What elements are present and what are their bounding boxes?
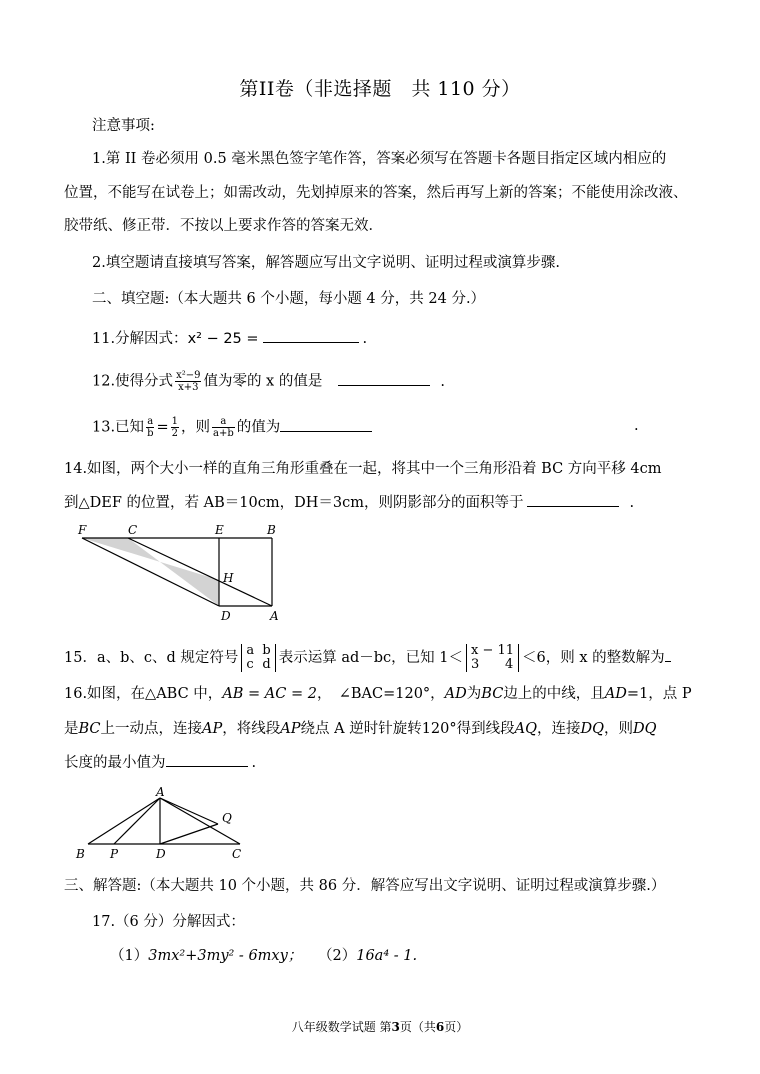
figure-triangles-translation (72, 522, 292, 626)
line-ap (114, 798, 160, 844)
q16-l2-h: AQ (514, 721, 537, 737)
notice-heading: 注意事项: (92, 118, 155, 134)
question-14-line2 (64, 492, 634, 513)
line-dq (160, 824, 218, 844)
det2-c: 3 (471, 657, 480, 672)
q13-frac-den2: a+b (213, 428, 234, 439)
q16-end: . (251, 755, 257, 771)
q14-end: . (629, 495, 635, 511)
q14-answer-blank (527, 492, 619, 507)
q16-l2-e: ，将线段 (222, 721, 281, 737)
q13-answer-blank (280, 417, 372, 432)
det2-b: 1 (505, 643, 515, 658)
q12-end: . (440, 373, 445, 390)
q12-fraction (175, 370, 201, 393)
line-ab (88, 798, 160, 844)
q13-prefix: 13.已知 (92, 419, 145, 436)
q12-prefix: 12.使得分式 (92, 373, 174, 390)
question-16-line2 (64, 719, 657, 739)
q16-l2-i: ，连接 (536, 721, 581, 737)
q16-l1-h: AD (604, 686, 627, 702)
footer-page-number: 3 (391, 1020, 400, 1034)
q12-denominator: x+3 (178, 382, 199, 393)
section3-heading: 三、解答题:（本大题共 10 个小题，共 86 分．解答应写出文字说明、证明过程或演算步骤.） (64, 878, 666, 894)
q16-l1-i: =1，点 P (626, 686, 692, 702)
q13-mid: ，则 (181, 419, 210, 436)
q16-l2-d: AP (202, 721, 223, 737)
q11-answer-blank (263, 328, 359, 343)
label-B: B (267, 523, 276, 537)
fig2-label-B: B (76, 847, 85, 861)
q13-frac-one: 1 (171, 416, 178, 427)
q15-answer-blank (665, 647, 671, 662)
q16-l2-l: DQ (633, 721, 657, 737)
notice-1-line2: 位置，不能写在试卷上；如需改动，先划掉原来的答案，然后再写上新的答案；不能使用涂改液、 (64, 185, 688, 201)
label-E: E (215, 523, 224, 537)
q15-mid: 表示运算 ad－bc，已知 1＜ (278, 650, 463, 666)
footer-prefix: 八年级数学试题 第 (291, 1020, 392, 1034)
q17-part1 (110, 946, 302, 966)
q13-fraction-ab (146, 416, 154, 439)
q16-l1-d: AD (444, 686, 467, 702)
q16-l2-b: BC (78, 721, 101, 737)
q17-part2 (318, 946, 417, 966)
section2-heading: 二、填空题:（本大题共 6 个小题，每小题 4 分，共 24 分.） (92, 291, 486, 307)
q16-l2-j: DQ (580, 721, 604, 737)
q15-determinant-abcd (241, 644, 275, 672)
q13-equals: = (156, 419, 169, 436)
q14-line1: 14.如图，两个大小一样的直角三角形重叠在一起，将其中一个三角形沿着 BC 方向平移 4cm (64, 461, 662, 477)
q16-l1-e: 为 (466, 686, 482, 702)
q13-frac-num2: a (212, 416, 235, 428)
q11-expression: x² − 25 = (187, 331, 259, 347)
fig2-label-D: D (156, 847, 166, 861)
q13-fraction-target (212, 416, 235, 439)
q16-l1-c: ， ∠BAC=120°， (316, 686, 445, 702)
q16-l2-g: 绕点 A 逆时针旋转120°得到线段 (300, 721, 515, 737)
notice-2: 2.填空题请直接填写答案，解答题应写出文字说明、证明过程或演算步骤. (92, 255, 560, 271)
q11-prefix: 11.分解因式： (92, 331, 188, 347)
fig2-label-Q: Q (222, 811, 232, 825)
det-a: a (246, 643, 255, 658)
q17-part1-label: （1） (110, 948, 149, 964)
figure-rotation-triangle (70, 786, 260, 862)
section-title: 第II卷（非选择题 共 110 分） (239, 78, 521, 100)
q12-suffix: 值为零的 x 的值是 (203, 373, 323, 390)
fig2-label-C: C (232, 847, 242, 861)
question-12 (92, 370, 445, 393)
q15-determinant-x (466, 644, 519, 672)
question-13 (92, 416, 376, 439)
line-aq (160, 798, 218, 824)
det2-a: x − 1 (471, 643, 506, 658)
question-15 (64, 643, 671, 673)
q16-l1-a: 16.如图，在△ABC 中， (64, 686, 223, 702)
q16-l2-k: ，则 (604, 721, 633, 737)
label-C: C (128, 523, 138, 537)
question-16-line1 (64, 684, 692, 704)
notice-1-line1: 1.第 II 卷必须用 0.5 毫米黑色签字笔作答，答案必须写在答题卡各题目指定区域内相应的 (92, 151, 667, 167)
q13-frac-a: a (147, 416, 154, 427)
det-d: d (262, 657, 271, 672)
q14-line2: 到△DEF 的位置，若 AB＝10cm，DH＝3cm，则阴影部分的面积等于 (64, 495, 524, 511)
label-F: F (78, 523, 87, 537)
q16-answer-blank (166, 752, 248, 767)
footer-suffix: 页） (444, 1020, 469, 1034)
q12-numerator: x²−9 (176, 370, 201, 381)
q15-prefix: 15．a、b、c、d 规定符号 (64, 650, 239, 666)
q16-l3: 长度的最小值为 (64, 755, 166, 771)
q16-l2-f: AP (280, 721, 301, 737)
q13-frac-two: 2 (171, 428, 178, 439)
q13-fraction-half (171, 416, 179, 439)
page-footer (0, 1018, 760, 1035)
notice-1-line3: 胶带纸、修正带．不按以上要求作答的答案无效． (64, 218, 383, 234)
q17-part2-label: （2） (318, 948, 357, 964)
q16-l1-b: AB = AC = 2 (222, 686, 317, 702)
q17-part2-expression: 16a⁴ - 1. (356, 948, 418, 964)
label-H: H (223, 571, 234, 585)
q13-frac-b: b (147, 428, 154, 439)
label-A: A (270, 609, 279, 623)
fig2-label-A: A (156, 786, 165, 799)
question-11 (92, 328, 367, 349)
label-D: D (221, 609, 231, 623)
q17-heading: 17.（6 分）分解因式： (92, 914, 245, 930)
q15-suffix: ＜6，则 x 的整数解为 (522, 650, 665, 666)
q16-l2-c: 上一动点，连接 (100, 721, 203, 737)
q16-l2-a: 是 (64, 721, 79, 737)
fig2-label-P: P (110, 847, 119, 861)
det-b: b (262, 643, 271, 658)
q16-l1-g: 边上的中线，且 (503, 686, 605, 702)
footer-total-pages: 6 (435, 1020, 445, 1034)
q13-end: . (634, 418, 639, 434)
q17-part1-expression: 3mx²+3my² - 6mxy； (148, 948, 303, 964)
det2-d: 4 (505, 657, 514, 672)
q11-end: . (362, 331, 368, 347)
question-16-line3 (64, 752, 256, 773)
q16-l1-f: BC (481, 686, 504, 702)
det-c: c (246, 657, 254, 672)
q13-suffix: 的值为 (236, 419, 281, 436)
footer-mid: 页（共 (399, 1020, 436, 1034)
q12-answer-blank (338, 371, 430, 386)
